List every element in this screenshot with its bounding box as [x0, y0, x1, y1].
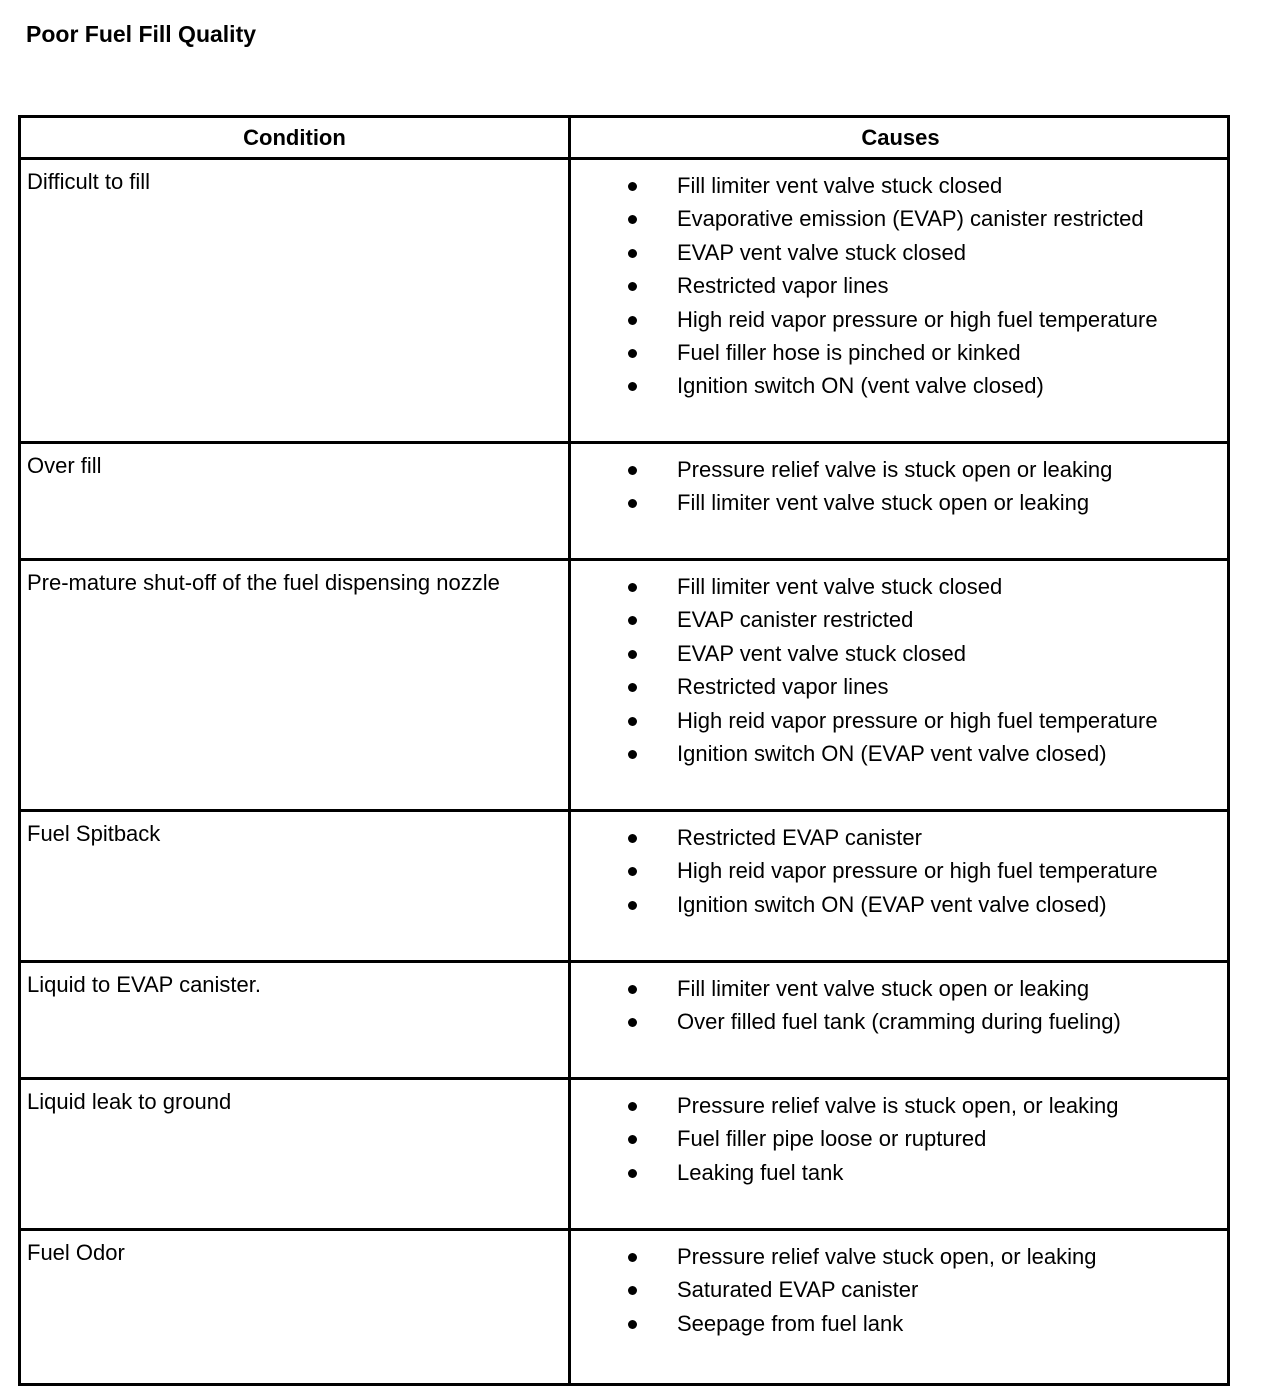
bullet-icon — [628, 316, 637, 325]
bullet-icon — [628, 650, 637, 659]
causes-list — [571, 1080, 1230, 1192]
bullet-icon — [628, 901, 637, 910]
cause-text: EVAP vent valve stuck closed — [677, 640, 966, 666]
cause-text: Ignition switch ON (EVAP vent valve closed) — [677, 740, 1107, 766]
bullet-icon — [628, 1320, 637, 1329]
causes-cell — [571, 1080, 1230, 1231]
cause-item — [571, 857, 1230, 890]
bullet-icon — [628, 349, 637, 358]
cause-text: Pressure relief valve stuck open, or leaking — [677, 1244, 1097, 1269]
cause-item — [571, 707, 1230, 740]
bullet-icon — [628, 867, 637, 876]
cause-item — [571, 372, 1230, 405]
cause-text: Fuel filler hose is pinched or kinked — [677, 339, 1021, 365]
bullet-icon — [628, 182, 637, 191]
bullet-icon — [628, 282, 637, 291]
header-condition: Condition — [21, 118, 571, 160]
cause-text: Fill limiter vent valve stuck open or leaking — [677, 490, 1090, 516]
conditions-causes-table — [18, 115, 1230, 1386]
cause-item — [571, 272, 1230, 305]
cause-item — [571, 975, 1230, 1008]
cause-text: Pressure relief valve is stuck open or leaking — [677, 457, 1113, 482]
causes-list — [571, 1231, 1230, 1343]
cause-text: Restricted vapor lines — [677, 674, 889, 700]
bullet-icon — [628, 1102, 637, 1111]
cause-item — [571, 489, 1230, 522]
cause-item — [571, 891, 1230, 924]
causes-list — [571, 160, 1230, 406]
cause-text: Restricted EVAP canister — [677, 825, 922, 850]
bullet-icon — [628, 499, 637, 508]
cause-item — [571, 239, 1230, 272]
condition-cell: Difficult to fill — [21, 160, 571, 444]
causes-list — [571, 444, 1230, 523]
cause-item — [571, 673, 1230, 706]
bullet-icon — [628, 1253, 637, 1262]
cause-text: Fill limiter vent valve stuck closed — [677, 574, 1003, 599]
cause-text: Ignition switch ON (EVAP vent valve closed) — [677, 891, 1107, 917]
header-causes: Causes — [571, 118, 1230, 160]
causes-cell — [571, 561, 1230, 812]
bullet-icon — [628, 249, 637, 258]
condition-cell: Liquid leak to ground — [21, 1080, 571, 1231]
cause-item — [571, 1008, 1230, 1041]
cause-text: Fill limiter vent valve stuck closed — [677, 173, 1003, 198]
bullet-icon — [628, 1018, 637, 1027]
cause-item — [571, 740, 1230, 773]
condition-cell: Fuel Odor — [21, 1231, 571, 1384]
cause-item — [571, 1276, 1230, 1309]
bullet-icon — [628, 583, 637, 592]
cause-text: Pressure relief valve is stuck open, or leaking — [677, 1093, 1119, 1118]
bullet-icon — [628, 382, 637, 391]
cause-text: High reid vapor pressure or high fuel temperature — [677, 707, 1158, 733]
cause-text: Seepage from fuel lank — [677, 1310, 904, 1336]
bullet-icon — [628, 683, 637, 692]
page-title: Poor Fuel Fill Quality — [26, 21, 257, 47]
bullet-icon — [628, 1286, 637, 1295]
cause-text: Fuel filler pipe loose or ruptured — [677, 1126, 987, 1152]
cause-item — [571, 1125, 1230, 1158]
condition-cell: Liquid to EVAP canister. — [21, 963, 571, 1080]
cause-item — [571, 456, 1230, 489]
cause-text: Saturated EVAP canister — [677, 1277, 919, 1303]
causes-cell — [571, 963, 1230, 1080]
cause-item — [571, 606, 1230, 639]
cause-text: High reid vapor pressure or high fuel temperature — [677, 306, 1158, 332]
cause-text: Restricted vapor lines — [677, 273, 889, 299]
cause-item — [571, 339, 1230, 372]
condition-cell: Pre-mature shut-off of the fuel dispensing nozzle — [21, 561, 571, 812]
cause-item — [571, 205, 1230, 238]
cause-item — [571, 573, 1230, 606]
bullet-icon — [628, 834, 637, 843]
causes-list — [571, 812, 1230, 924]
cause-text: High reid vapor pressure or high fuel temperature — [677, 858, 1158, 884]
cause-item — [571, 1092, 1230, 1125]
condition-cell: Fuel Spitback — [21, 812, 571, 963]
cause-item — [571, 1243, 1230, 1276]
cause-text: Ignition switch ON (vent valve closed) — [677, 373, 1044, 399]
causes-cell — [571, 444, 1230, 561]
causes-cell — [571, 812, 1230, 963]
bullet-icon — [628, 1169, 637, 1178]
cause-text: Over filled fuel tank (cramming during fueling) — [677, 1009, 1121, 1035]
cause-text: Leaking fuel tank — [677, 1159, 844, 1185]
cause-item — [571, 172, 1230, 205]
cause-text: Evaporative emission (EVAP) canister restricted — [677, 206, 1144, 232]
cause-item — [571, 640, 1230, 673]
bullet-icon — [628, 750, 637, 759]
bullet-icon — [628, 215, 637, 224]
cause-item — [571, 824, 1230, 857]
cause-item — [571, 1159, 1230, 1192]
bullet-icon — [628, 717, 637, 726]
cause-item — [571, 306, 1230, 339]
causes-list — [571, 561, 1230, 773]
condition-cell: Over fill — [21, 444, 571, 561]
cause-text: EVAP vent valve stuck closed — [677, 239, 966, 265]
bullet-icon — [628, 466, 637, 475]
cause-text: Fill limiter vent valve stuck open or leaking — [677, 976, 1090, 1001]
causes-list — [571, 963, 1230, 1042]
cause-text: EVAP canister restricted — [677, 607, 914, 633]
causes-cell — [571, 160, 1230, 444]
bullet-icon — [628, 985, 637, 994]
causes-cell — [571, 1231, 1230, 1384]
bullet-icon — [628, 1135, 637, 1144]
bullet-icon — [628, 616, 637, 625]
cause-item — [571, 1310, 1230, 1343]
